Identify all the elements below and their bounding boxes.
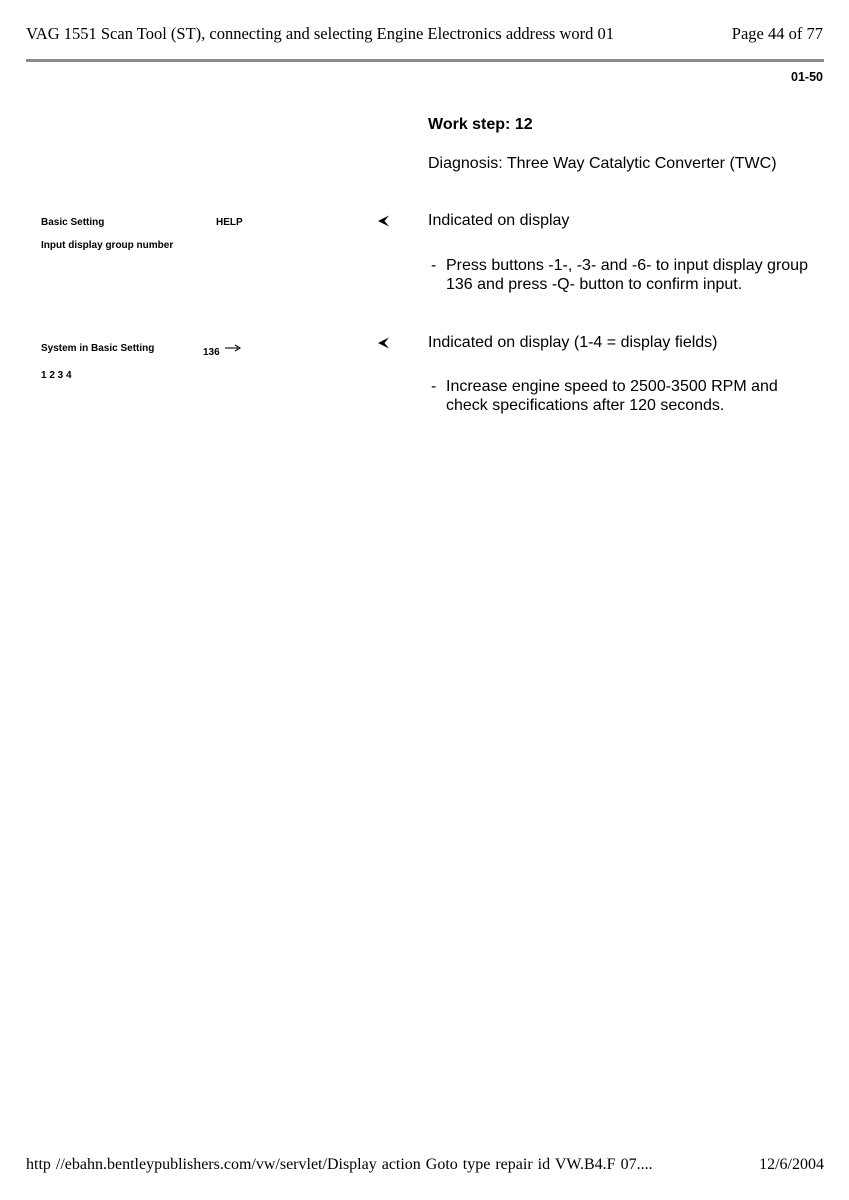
work-step-heading: Work step: 12 bbox=[428, 116, 533, 133]
arrow-right-icon bbox=[224, 344, 242, 352]
arrowhead-left-icon bbox=[377, 336, 391, 350]
display1-line2: Input display group number bbox=[41, 240, 174, 251]
arrowhead-left-icon bbox=[377, 214, 391, 228]
display1-instruction-text: Press buttons -1-, -3- and -6- to input display group 136 and press -Q- button to confirm input. bbox=[446, 257, 808, 293]
display2-instruction-text: Increase engine speed to 2500-3500 RPM and check specifications after 120 seconds. bbox=[446, 378, 778, 414]
footer-date: 12/6/2004 bbox=[759, 1156, 824, 1173]
section-code: 01-50 bbox=[791, 70, 823, 84]
page-number: Page 44 of 77 bbox=[731, 24, 823, 43]
display2-line1-right: 136 bbox=[203, 347, 220, 358]
display2-line1-left: System in Basic Setting bbox=[41, 343, 155, 354]
display2-instruction bbox=[431, 377, 811, 415]
bullet-dash: - bbox=[431, 257, 437, 274]
display1-line1-left: Basic Setting bbox=[41, 217, 105, 228]
display1-instruction bbox=[431, 256, 811, 294]
display2-indicated: Indicated on display (1-4 = display fields) bbox=[428, 334, 718, 351]
diagnosis-text: Diagnosis: Three Way Catalytic Converter (TWC) bbox=[428, 155, 777, 172]
bullet-dash: - bbox=[431, 378, 437, 395]
page-header-title: VAG 1551 Scan Tool (ST), connecting and selecting Engine Electronics address word 01 bbox=[26, 24, 614, 43]
display1-line1-right: HELP bbox=[216, 217, 243, 228]
display1-indicated: Indicated on display bbox=[428, 212, 570, 229]
footer-url[interactable]: http //ebahn.bentleypublishers.com/vw/servlet/Display action Goto type repair id VW.B4.F 07.... bbox=[26, 1156, 653, 1173]
display2-line2: 1 2 3 4 bbox=[41, 370, 72, 381]
header-divider bbox=[26, 59, 824, 62]
